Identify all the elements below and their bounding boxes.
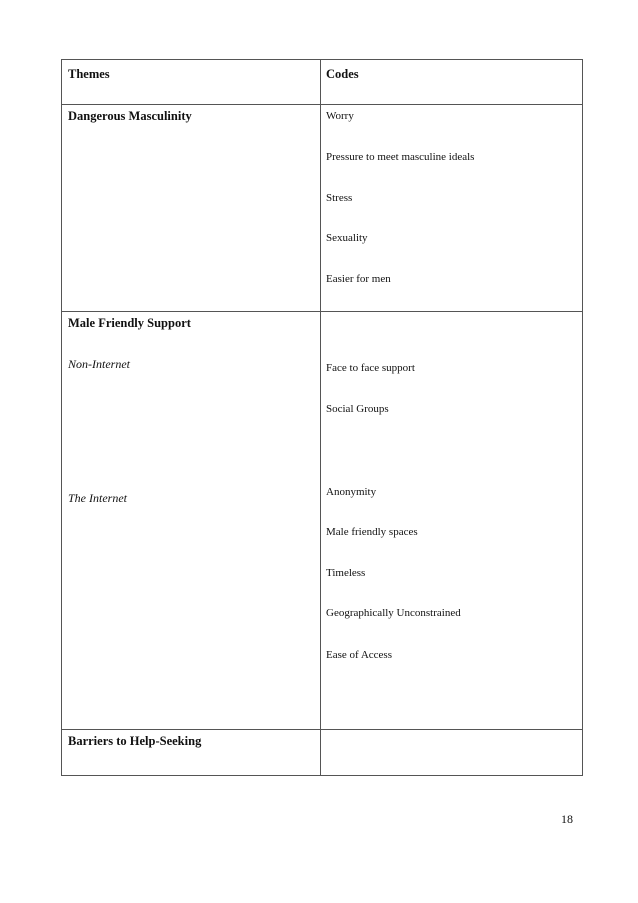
code-face-to-face-support: Face to face support	[326, 362, 415, 374]
themes-codes-table	[61, 59, 583, 776]
code-anonymity: Anonymity	[326, 486, 377, 498]
code-sexuality: Sexuality	[326, 232, 368, 244]
theme-male-friendly-support: Male Friendly Support	[68, 316, 191, 330]
header-themes: Themes	[68, 67, 110, 81]
theme-dangerous-masculinity: Dangerous Masculinity	[68, 109, 192, 123]
code-social-groups: Social Groups	[326, 403, 389, 415]
code-timeless: Timeless	[326, 567, 366, 579]
row-divider	[62, 311, 582, 312]
header-codes: Codes	[326, 67, 359, 81]
column-divider	[320, 60, 321, 775]
code-stress: Stress	[326, 192, 353, 204]
subtheme-non-internet: Non-Internet	[68, 357, 130, 371]
code-geographically-unconstrained: Geographically Unconstrained	[326, 607, 461, 619]
subtheme-the-internet: The Internet	[68, 491, 127, 505]
code-male-friendly-spaces: Male friendly spaces	[326, 526, 418, 538]
row-divider	[62, 729, 582, 730]
theme-barriers-to-help-seeking: Barriers to Help-Seeking	[68, 734, 202, 748]
code-ease-of-access: Ease of Access	[326, 649, 392, 661]
row-divider	[62, 104, 582, 105]
code-easier-for-men: Easier for men	[326, 273, 391, 285]
page-number: 18	[561, 812, 573, 826]
code-worry: Worry	[326, 110, 354, 122]
code-pressure: Pressure to meet masculine ideals	[326, 151, 475, 163]
